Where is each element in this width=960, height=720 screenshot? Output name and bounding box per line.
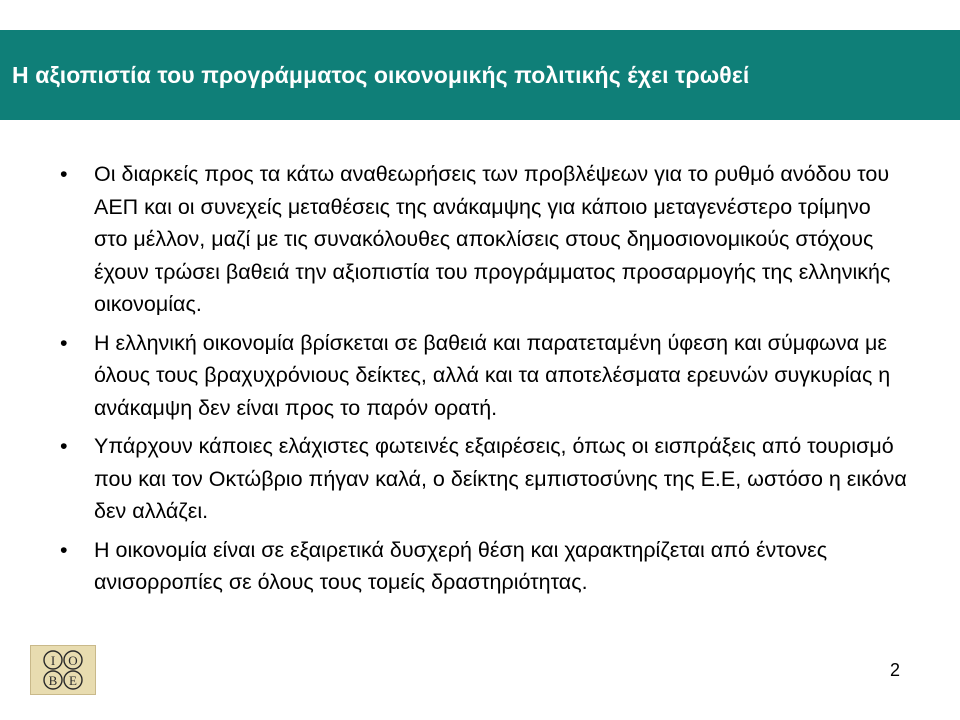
page-number: 2 — [890, 660, 901, 680]
bullet-marker: • — [60, 330, 68, 355]
bullet-list — [60, 158, 910, 605]
svg-text:Ε: Ε — [69, 673, 77, 688]
bullet-marker: • — [60, 537, 68, 562]
bullet-text: Η ελληνική οικονομία βρίσκεται σε βαθειά και παρατεταμένη ύφεση και σύμφωνα με όλους τους βραχυχρόνιους δείκτες, αλλά και τα αποτελέσματα ερευνών συγκυρίας η ανάκαμψη δεν είναι προς το παρόν ορατή. — [94, 330, 891, 420]
iobe-logo-icon — [31, 646, 95, 694]
bullet-text: Η οικονομία είναι σε εξαιρετικά δυσχερή θέση και χαρακτηρίζεται από έντονες ανισορροπίες σε όλους τους τομείς δραστηριότητας. — [94, 537, 828, 594]
bullet-text: Υπάρχουν κάποιες ελάχιστες φωτεινές εξαιρέσεις, όπως οι εισπράξεις από τουρισμό που και τον Οκτώβριο πήγαν καλά, ο δείκτης εμπιστοσύνης της Ε.Ε, ωστόσο η εικόνα δεν αλλάζει. — [94, 434, 907, 523]
slide-title: Η αξιοπιστία του προγράμματος οικονομικής πολιτικής έχει τρωθεί — [12, 61, 750, 88]
bullet-marker: • — [60, 434, 68, 458]
title-bar — [0, 30, 960, 120]
bullet-item-4 — [60, 534, 910, 599]
bullet-text: Οι διαρκείς προς τα κάτω αναθεωρήσεις των προβλέψεων για το ρυθμό ανόδου του ΑΕΠ και οι συνεχείς μεταθέσεις της ανάκαμψης για κάποιο μεταγενέστερο τρίμηνο στο μέλλον, μαζί με τις συνακόλουθες αποκλίσεις στους δημοσιονομικούς στόχους έχουν τρώσει βαθειά την αξιοπιστία του προγράμματος προσαρμογής της ελληνικής οικονομίας. — [94, 162, 891, 316]
iobe-logo — [30, 645, 96, 695]
svg-text:Β: Β — [48, 673, 58, 688]
bullet-item-3 — [60, 430, 910, 528]
svg-text:Ι: Ι — [50, 653, 56, 668]
bullet-item-2 — [60, 327, 910, 425]
svg-text:Ο: Ο — [68, 653, 78, 668]
bullet-marker: • — [60, 162, 68, 186]
bullet-item-1 — [60, 158, 910, 321]
